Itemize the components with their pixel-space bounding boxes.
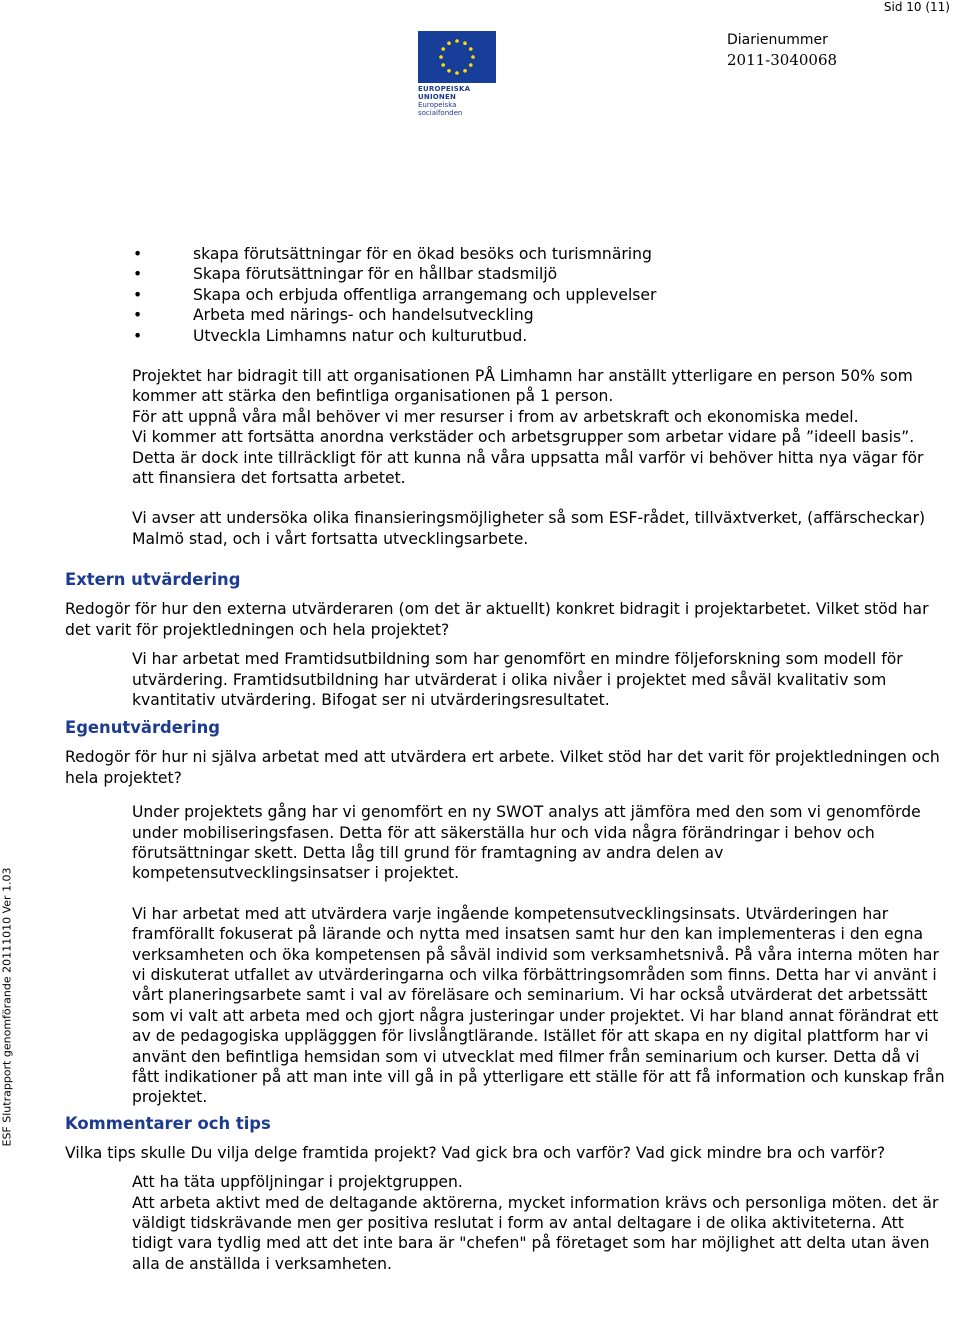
list-item: • skapa förutsättningar för en ökad besöks och turismnäring (65, 244, 945, 264)
section-answer: Att arbeta aktivt med de deltagande aktörerna, mycket information krävs och personliga möten. det är väldigt tidskrävande men ger positiva reslutat i form av antal deltagare i de olika aktiviteterna. Att tidigt vara tydlig med att det inte bara är "chefen" på företaget som har möjlighet att delta utan även alla de anställda i verksamheten. (132, 1193, 939, 1273)
list-item: • Utveckla Limhamns natur och kulturutbud. (65, 326, 945, 346)
paragraph: Vi kommer att fortsätta anordna verkstäder och arbetsgrupper som arbetar vidare på ”ideell basis”. Detta är dock inte tillräckligt för att kunna nå våra uppsatta mål varför vi behöver hitta nya vägar för att finansiera det fortsatta arbetet. (132, 428, 924, 488)
logo-caption-secondary: Europeiska socialfonden (418, 101, 463, 117)
diarienummer-value: 2011-3040068 (727, 51, 838, 69)
paragraph: Projektet har bidragit till att organisationen PÅ Limhamn har anställt ytterligare en person 50% som kommer att stärka den befintliga organisationen på 1 person. (132, 367, 913, 406)
section-answer: Vi har arbetat med Framtidsutbildning som har genomfört en mindre följeforskning som modell för utvärdering. Framtidsutbildning har utvärderat i olika nivåer i projektet med såväl kvalitativ som kvantitativ utvärdering. Bifogat ser ni utvärderingsresultatet. (132, 650, 903, 709)
section-answer: Under projektets gång har vi genomfört en ny SWOT analys att jämföra med den som vi genomförde under mobiliseringsfasen. Detta för att säkerställa hur och vida några förändringar i behov och förutsättningar skett. Detta låg till grund för framtagning av andra delen av kompetensutvecklingsinsatser i projektet. (132, 803, 921, 883)
diarienummer-label: Diarienummer (727, 32, 828, 48)
paragraph: Vi avser att undersöka olika finansieringsmöjligheter så som ESF-rådet, tillväxtverket, (affärscheckar) Malmö stad, och i vårt fortsatta utvecklingsarbete. (132, 509, 926, 548)
section-heading-extern: Extern utvärdering (65, 570, 241, 590)
page-number: Sid 10 (11) (883, 0, 950, 14)
list-item: • Skapa förutsättningar för en hållbar stadsmiljö (65, 264, 945, 284)
eu-flag-icon (418, 31, 496, 83)
logo-caption-primary: EUROPEISKA UNIONEN (418, 85, 471, 101)
section-heading-tips: Kommentarer och tips (65, 1113, 271, 1133)
section-answer: Att ha täta uppföljningar i projektgruppen. (132, 1173, 463, 1192)
list-item: • Skapa och erbjuda offentliga arrangemang och upplevelser (65, 285, 945, 305)
section-question: Redogör för hur den externa utvärderaren (om det är aktuellt) konkret bidragit i projektarbetet. Vilket stöd har det varit för projektledningen och hela projektet? (65, 600, 929, 639)
section-heading-egen: Egenutvärdering (65, 718, 220, 738)
document-body (65, 244, 945, 1274)
list-item: • Arbeta med närings- och handelsutveckling (65, 305, 945, 325)
eu-logo (418, 31, 498, 117)
goal-list (65, 244, 945, 346)
paragraph: För att uppnå våra mål behöver vi mer resurser i from av arbetskraft och ekonomiska medel. (132, 407, 859, 426)
section-answer: Vi har arbetat med att utvärdera varje ingående kompetensutvecklingsinsats. Utvärderingen har framförallt fokuserat på lärande och nytta med insatsen samt hur den kan implementeras i den egna verksamheten och öka kompetensen på såväl individ som verksamhetsnivå. På våra interna möten har vi diskuterat utfallet av utvärderingarna och vilka förbättringsområden som finns. Detta har vi använt i vårt planeringsarbete samt i val av föreläsare och seminarium. Vi har också utvärderat det arbetssätt som vi valt att arbeta med och gjort några justeringar under projektet. Vi har bland annat förändrat ett av de pedagogiska upplägggen för livslångtlärande. Istället för att skapa en ny digital plattform har vi använt den befintliga hemsidan som vi utvecklat med filmer från seminarium och kurser. Detta då vi fått indikationer på att man inte vill gå in på ytterligare ett ställe för att få information och kunskap från projektet. (132, 904, 945, 1107)
sidebar-version-text: ESF Slutrapport genomförande 20111010 Ver 1.03 (0, 867, 14, 1147)
section-question: Vilka tips skulle Du vilja delge framtida projekt? Vad gick bra och varför? Vad gick mindre bra och varför? (65, 1143, 886, 1162)
section-question: Redogör för hur ni själva arbetat med att utvärdera ert arbete. Vilket stöd har det varit för projektledningen och hela projektet? (65, 748, 940, 787)
